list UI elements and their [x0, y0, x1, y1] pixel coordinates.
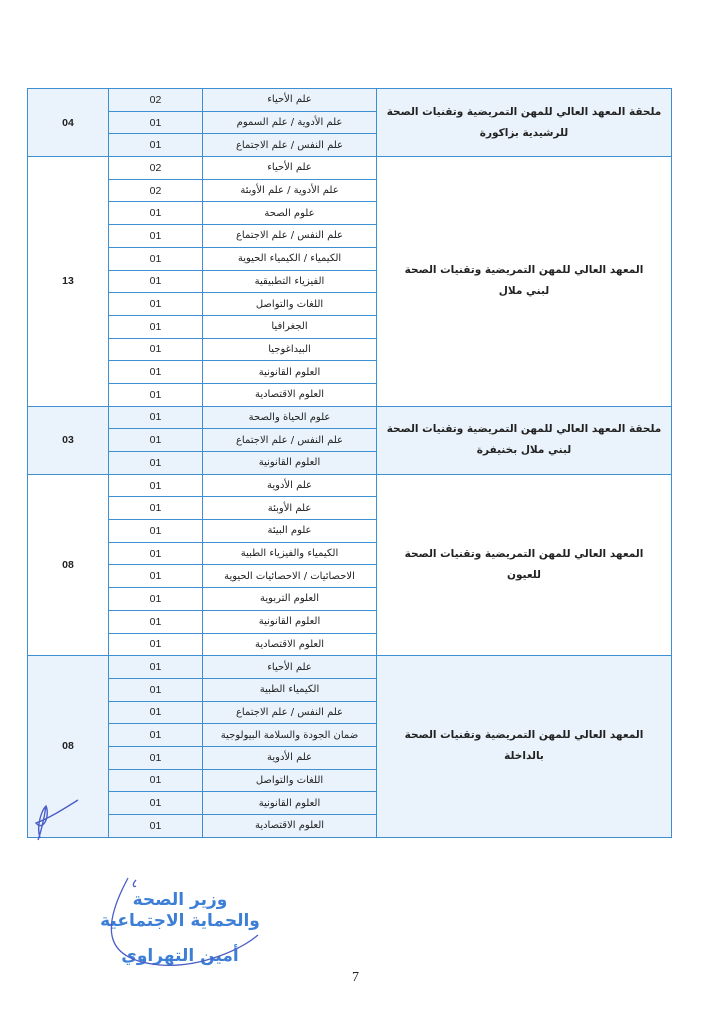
subject-name: العلوم الاقتصادية — [203, 815, 377, 838]
minister-signature-tick — [133, 880, 136, 887]
position-count: 01 — [109, 633, 203, 656]
table-row — [28, 157, 672, 180]
position-count: 01 — [109, 225, 203, 248]
position-count: 01 — [109, 497, 203, 520]
group-total: 13 — [28, 157, 109, 407]
subject-name: الجغرافيا — [203, 315, 377, 338]
subject-name: العلوم القانونية — [203, 361, 377, 384]
position-count: 01 — [109, 474, 203, 497]
position-count: 01 — [109, 678, 203, 701]
institution-line: ملحقة المعهد العالي للمهن التمريضية وتقنيات الصحة — [386, 105, 662, 118]
position-count: 01 — [109, 361, 203, 384]
table-row — [28, 406, 672, 429]
subject-name: علم الأدوية / علم السموم — [203, 111, 377, 134]
position-count: 02 — [109, 89, 203, 112]
subject-name: علم النفس / علم الاجتماع — [203, 701, 377, 724]
subject-name: علم الأدوية / علم الأوبئة — [203, 179, 377, 202]
subject-name: العلوم القانونية — [203, 792, 377, 815]
position-count: 01 — [109, 111, 203, 134]
table-row — [28, 474, 672, 497]
minister-stamp — [80, 890, 280, 967]
stamp-line-3: أمين التهراوي — [121, 946, 239, 966]
subject-name: علم الأدوية — [203, 474, 377, 497]
group-total: 08 — [28, 656, 109, 838]
position-count: 01 — [109, 406, 203, 429]
subject-name: علوم الحياة والصحة — [203, 406, 377, 429]
institution-line: ملحقة المعهد العالي للمهن التمريضية وتقنيات الصحة — [386, 423, 662, 436]
subject-name: علم الأوبئة — [203, 497, 377, 520]
institution-line: المعهد العالي للمهن التمريضية وتقنيات الصحة — [404, 264, 644, 277]
position-count: 02 — [109, 179, 203, 202]
position-count: 01 — [109, 134, 203, 157]
subject-name: علم النفس / علم الاجتماع — [203, 134, 377, 157]
subject-name: العلوم التربوية — [203, 588, 377, 611]
institution-line: بالداخلة — [504, 750, 544, 763]
position-count: 01 — [109, 429, 203, 452]
subject-name: علوم الصحة — [203, 202, 377, 225]
subject-name: علم الأحياء — [203, 89, 377, 112]
position-count: 01 — [109, 610, 203, 633]
subject-name: علم الأحياء — [203, 157, 377, 180]
institution-name — [377, 157, 672, 407]
subject-name: الكيمياء الطبية — [203, 678, 377, 701]
group-total: 03 — [28, 406, 109, 474]
position-count: 01 — [109, 520, 203, 543]
subject-name: علوم البيئة — [203, 520, 377, 543]
position-count: 01 — [109, 724, 203, 747]
institution-line: لبني ملال — [498, 285, 550, 298]
position-count: 01 — [109, 452, 203, 475]
institution-name — [377, 406, 672, 474]
position-count: 01 — [109, 792, 203, 815]
subject-name: علم الأحياء — [203, 656, 377, 679]
position-count: 01 — [109, 656, 203, 679]
subject-name: العلوم القانونية — [203, 452, 377, 475]
position-count: 01 — [109, 769, 203, 792]
subject-name: العلوم الاقتصادية — [203, 633, 377, 656]
position-count: 01 — [109, 383, 203, 406]
position-count: 01 — [109, 293, 203, 316]
position-count: 01 — [109, 270, 203, 293]
subject-name: علم النفس / علم الاجتماع — [203, 429, 377, 452]
subject-name: اللغات والتواصل — [203, 293, 377, 316]
institution-line: للعيون — [507, 568, 541, 581]
position-count: 01 — [109, 746, 203, 769]
group-total: 04 — [28, 89, 109, 157]
subject-name: ضمان الجودة والسلامة البيولوجية — [203, 724, 377, 747]
subject-name: الاحصائيات / الاحصائيات الحيوية — [203, 565, 377, 588]
position-count: 01 — [109, 202, 203, 225]
table-row — [28, 89, 672, 112]
subject-name: علم النفس / علم الاجتماع — [203, 225, 377, 248]
subject-name: الكيمياء والفيزياء الطبية — [203, 542, 377, 565]
institution-line: المعهد العالي للمهن التمريضية وتقنيات الصحة — [404, 547, 644, 560]
position-count: 01 — [109, 588, 203, 611]
subject-name: علم الأدوية — [203, 746, 377, 769]
institution-name — [377, 474, 672, 656]
position-count: 01 — [109, 338, 203, 361]
position-count: 01 — [109, 701, 203, 724]
position-count: 01 — [109, 815, 203, 838]
page-number: 7 — [352, 970, 359, 985]
subject-name: العلوم الاقتصادية — [203, 383, 377, 406]
position-count: 02 — [109, 157, 203, 180]
stamp-line-2: والحماية الاجتماعية — [100, 911, 260, 931]
position-count: 01 — [109, 542, 203, 565]
subject-name: البيداغوجيا — [203, 338, 377, 361]
institution-line: لبني ملال بخنيفرة — [476, 444, 572, 457]
stamp-line-1: وزير الصحة — [132, 890, 228, 910]
subject-name: اللغات والتواصل — [203, 769, 377, 792]
institution-line: للرشيدية بزاكورة — [479, 126, 569, 139]
subject-name: العلوم القانونية — [203, 610, 377, 633]
table-row — [28, 656, 672, 679]
group-total: 08 — [28, 474, 109, 656]
subject-name: الكيمياء / الكيمياء الحيوية — [203, 247, 377, 270]
institution-line: المعهد العالي للمهن التمريضية وتقنيات الصحة — [404, 729, 644, 742]
subject-name: الفيزياء التطبيقية — [203, 270, 377, 293]
position-count: 01 — [109, 315, 203, 338]
positions-table — [27, 88, 672, 838]
institution-name — [377, 89, 672, 157]
institution-name — [377, 656, 672, 838]
position-count: 01 — [109, 247, 203, 270]
position-count: 01 — [109, 565, 203, 588]
